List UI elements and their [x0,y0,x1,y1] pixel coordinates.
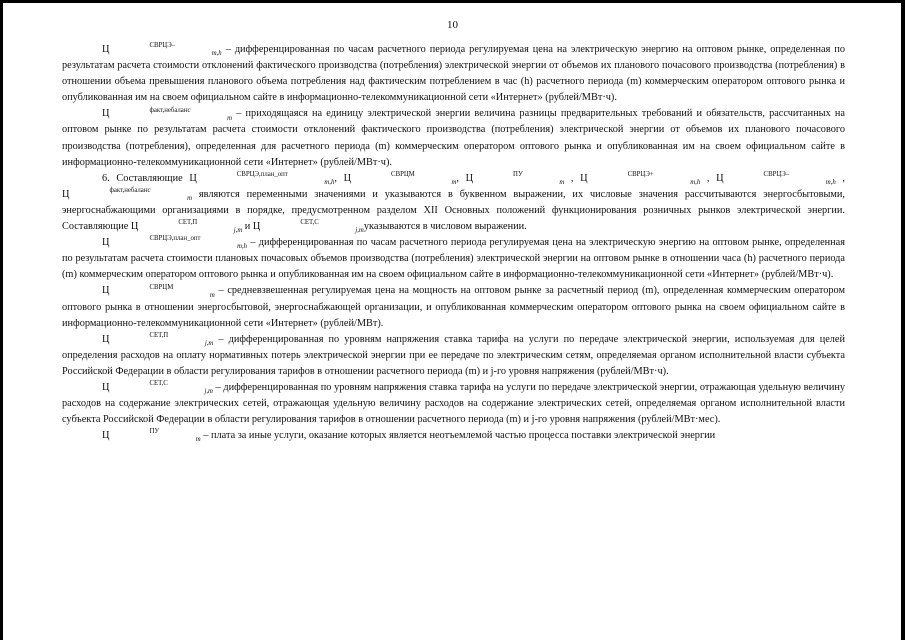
symbol-subscript: m [187,194,193,202]
symbol-subscript: m [209,291,215,299]
separator: и [242,221,253,233]
paragraph-p6 [62,332,845,380]
symbol-superscript: СВРЦЭ+ [627,170,654,178]
formula-symbol [189,170,335,186]
symbol-superscript: СВРЦМ [391,170,415,178]
formula-symbol [102,380,213,396]
paragraph-p1 [62,42,845,106]
separator: , [456,172,466,184]
symbol-superscript: СЕТ,С [149,380,168,388]
formula-symbol [102,235,248,251]
symbol-superscript: факт,небаланс [149,106,191,114]
symbol-superscript: СВРЦЭ– [149,42,176,50]
symbol-superscript: СЕТ,П [178,219,198,227]
symbol-base: Ц [102,381,110,393]
symbol-subscript: m [227,114,233,122]
separator: , [835,172,846,184]
symbol-subscript: j,m [204,339,214,347]
symbol-base: Ц [102,108,110,120]
symbol-subscript: m,h [237,243,248,251]
separator: , [700,172,717,184]
symbol-subscript: m,h [690,178,701,186]
paragraph-p4 [62,235,845,283]
symbol-base: Ц [189,172,197,184]
paragraph-lead: 6. Составляющие [102,172,190,184]
separator: , [564,172,581,184]
symbol-superscript: ПУ [149,428,160,436]
formula-symbol [343,170,457,186]
formula-symbol [252,219,364,235]
paragraph-text: являются переменными значениями и указываются в буквенном выражении, их числовые значения рассчитываются энергосбытовыми, энергоснабжающими организациями в порядке, предусмотренном разделом XII Основных положений функционирования розничных рынков электрической энергии. Составляющие [62,188,845,233]
paragraph-p3 [62,171,845,235]
formula-symbol [102,106,233,122]
formula-symbol [102,428,201,444]
symbol-subscript: m,h [211,50,222,58]
symbol-superscript: СВРЦЭ,план_опт [149,235,201,243]
symbol-subscript: j,m [204,388,213,396]
formula-symbol [130,219,243,235]
document-body [62,38,845,444]
scan-border-top [0,0,905,3]
symbol-superscript: ПУ [513,170,523,178]
symbol-base: Ц [102,44,110,55]
symbol-subscript: j,m [233,227,243,235]
symbol-base: Ц [465,172,474,184]
symbol-superscript: факт,небаланс [109,186,151,194]
symbol-base: Ц [102,430,110,442]
symbol-base: Ц [716,172,724,184]
symbol-superscript: СЕТ,П [149,331,169,339]
symbol-base: Ц [343,172,352,184]
symbol-superscript: СВРЦЭ,план_опт [236,170,288,178]
formula-symbol [102,42,222,58]
scan-border-left [0,0,3,640]
symbol-base: Ц [102,285,110,297]
symbol-subscript: m [559,178,565,186]
paragraph-text: – средневзвешенная регулируемая цена на мощность на оптовом рынке за расчетный период (m), определенная коммерческим оператором оптового рынка в отношении энергосбытовой, энергоснабжающей организации, и опубликованная коммерческим оператором оптового рынка на своем официальном сайте в информационно-телекоммуникационной сети «Интернет» (рублей/МВт). [62,285,845,329]
formula-symbol [62,186,193,202]
paragraph-text: – дифференцированная по уровням напряжения ставка тарифа на услуги по передаче электрической энергии, используемая для целей определения расходов на оплату нормативных потерь электрической энергии при ее передаче по электрическим сетям, определяемая органом исполнительной власти субъекта Российской Федерации в области регулирования тарифов в отношении расчетного периода (m) и j-го уровня напряжения (рублей/МВт·ч). [62,333,845,377]
paragraph-p2 [62,106,845,170]
formula-symbol [465,170,565,186]
symbol-base: Ц [252,221,261,233]
symbol-base: Ц [580,172,588,184]
formula-symbol [102,283,215,299]
paragraph-p7 [62,380,845,428]
paragraph-tail: указываются в числовом выражении. [363,221,527,233]
formula-symbol [102,331,214,347]
symbol-base: Ц [102,237,110,249]
separator: , [334,172,344,184]
symbol-superscript: СВРЦЭ– [763,170,790,178]
symbol-subscript: j,m [355,227,364,235]
symbol-superscript: СЕТ,С [300,219,319,227]
symbol-subscript: m,h [324,178,335,186]
paragraph-text: – дифференцированная по часам расчетного периода регулируемая цена на электрическую энергию на оптовом рынке, определенная по результатам расчета стоимости плановых почасовых объемов производства (потребления) электрической энергии на оптовом рынке в отношении часа (h) расчетного периода (m) коммерческим оператором оптового рынка и опубликованная им на своем официальном сайте в информационно-телекоммуникационной сети «Интернет» (рублей/МВт·ч). [62,237,845,281]
paragraph-text: – дифференцированная по часам расчетного периода регулируемая цена на электрическую энергию на оптовом рынке, определенная по результатам расчета стоимости отклонений фактического производства (потребления) электрической энергии от объемов их планового почасового производства (потребления) в отношении объема превышения планового объема потребления над фактическим потреблением в час (h) расчетного периода (m) коммерческим оператором оптового рынка и опубликованная им на своем официальном сайте в информационно-телекоммуникационной сети «Интернет» (рублей/МВт·ч). [62,44,845,104]
paragraph-text: – плата за иные услуги, оказание которых является неотъемлемой частью процесса поставки электрической энергии [200,430,716,442]
paragraph-p8 [62,428,845,444]
scan-border-right [901,0,905,640]
paragraph-text: – дифференцированная по уровням напряжения ставка тарифа на услуги по передаче электрической энергии, отражающая удельную величину расходов на содержание электрических сетей, отражающая удельную величину расходов на содержание электрических сетей, определяемая органом исполнительной власти субъекта Российской Федерации в области регулирования тарифов в отношении расчетного периода (m) и j-го уровня напряжения (рублей/МВт·мес). [62,381,845,426]
symbol-base: Ц [130,221,139,233]
paragraph-p5 [62,283,845,331]
symbol-base: Ц [102,333,110,345]
symbol-subscript: m,h [825,178,836,186]
symbol-subscript: m [195,436,201,444]
symbol-superscript: СВРЦМ [149,283,174,291]
formula-symbol [716,170,836,186]
page-number: 10 [447,19,458,31]
formula-symbol [580,170,701,186]
symbol-subscript: m [451,178,457,186]
symbol-base: Ц [62,188,70,200]
paragraph-text: – приходящаяся на единицу электрической энергии величина разницы предварительных требований и обязательств, рассчитанных на оптовом рынке по результатам расчета стоимости отклонений фактического производства (потребления) электрической энергии от объемов их планового почасового производства (потребления), определенная для расчетного периода (m) коммерческим оператором оптового рынка и опубликованная им на своем официальном сайте в информационно-телекоммуникационной сети «Интернет» (рублей/МВт·ч). [62,108,845,168]
